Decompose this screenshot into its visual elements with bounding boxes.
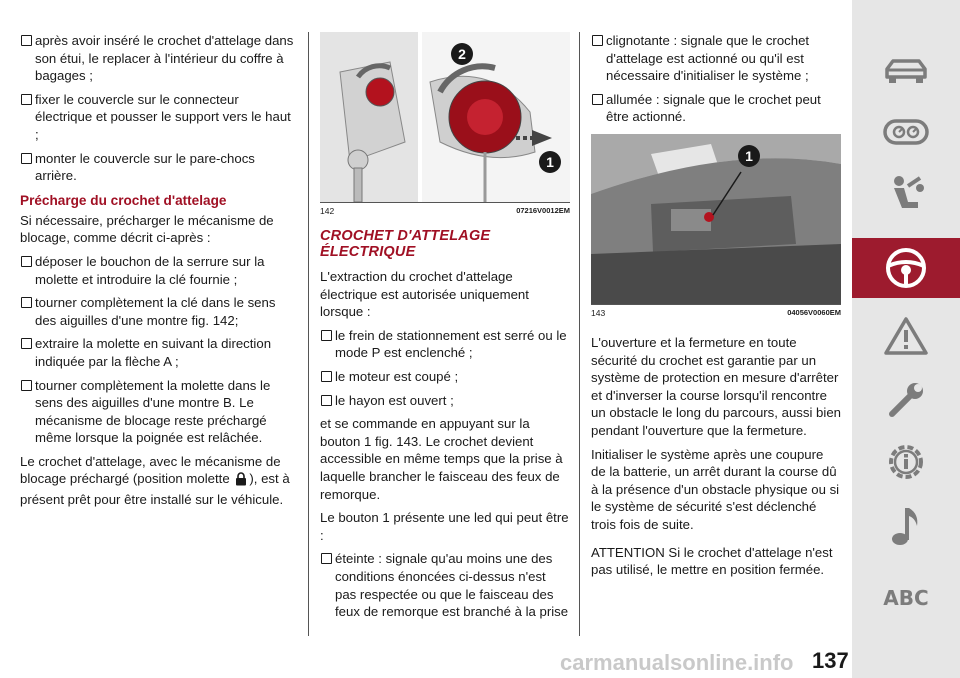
bullet-item: le hayon est ouvert ; [320,392,570,410]
chapter-sidebar [852,0,960,678]
figure-code: 04056V0060EM [787,307,841,317]
sidebar-item-start-driving[interactable] [852,238,960,298]
bullet-item: tourner complètement la molette dans le sens des aiguilles d'une montre B. Le mécanisme de blocage reste préchargé même lorsque la poignée est relâchée. [20,377,298,447]
paragraph: Le bouton 1 présente une led qui peut être : [320,510,569,543]
bullet-item: tourner complètement la clé dans le sens des aiguilles d'une montre fig. 142; [20,294,298,329]
sidebar-item-index[interactable] [852,568,960,628]
column-2 [320,32,570,627]
page-number: 137 [812,648,849,673]
bullet-item: le moteur est coupé ; [320,368,570,386]
steering-wheel-icon [884,246,928,290]
dashboard-gauges-icon [883,119,929,145]
sidebar-item-dashboard[interactable] [852,102,960,162]
bullet-item: le frein de stationnement est serré ou le mode P est enclenché ; [320,327,570,362]
figure-142-illustration [320,32,570,202]
figure-142-callout-1-label: 1 [546,154,554,170]
gear-info-icon [884,440,928,484]
figure-143-callout-1-label: 1 [745,147,753,164]
sidebar-item-emergency[interactable] [852,370,960,430]
column-divider [579,32,580,636]
figure-143-illustration [591,134,841,304]
figure-142-caption [320,202,570,216]
paragraph: L'extraction du crochet d'attelage électrique est autorisée uniquement lorsque : [320,269,529,320]
bullet-item: déposer le bouchon de la serrure sur la molette et introduire la clé fournie ; [20,253,298,288]
sidebar-item-warnings[interactable] [852,306,960,366]
column-divider [308,32,309,636]
sidebar-item-car[interactable] [852,40,960,100]
sidebar-item-maintenance[interactable] [852,432,960,492]
car-icon [883,55,929,85]
closing-paragraph [20,453,298,509]
figure-142-callout-2-label: 2 [458,46,466,62]
music-note-icon [889,504,923,548]
bullet-item: extraire la molette en suivant la direction indiquée par la flèche A ; [20,335,298,370]
bullet-item: après avoir inséré le crochet d'attelage dans son étui, le replacer à l'intérieur du coffre à bagages ; [20,32,298,85]
figure-number: 142 [320,206,335,216]
attention-paragraph: ATTENTION Si le crochet d'attelage n'est pas utilisé, le mettre en position fermée. [591,544,833,578]
column-3 [591,32,841,585]
watermark: carmanualsonline.info [560,650,794,675]
bullet-item: fixer le couvercle sur le connecteur électrique et pousser le support vers le haut ; [20,91,298,144]
bullet-item: allumée : signale que le crochet peut être actionné. [591,91,841,126]
bullet-item: monter le couvercle sur le pare-chocs arrière. [20,150,298,185]
figure-number: 143 [591,307,606,318]
seat-safety-icon [886,174,926,214]
closing-text-b: ), est à présent prêt pour être installé sur le véhicule. [20,471,290,508]
paragraph: Initialiser le système après une coupure de la batterie, un arrêt durant la course dû à la présence d'un obstacle physique ou si le système de sécurité s'est déclenché trois fois de suite. [591,446,840,532]
lock-icon [235,472,247,491]
closing-text-a: Le crochet d'attelage, avec le mécanisme de blocage préchargé (position molette [20,453,281,487]
section-heading-precharge: Précharge du crochet d'attelage [20,192,227,208]
paragraph: et se commande en appuyant sur la bouton 1 fig. 143. Le crochet devient accessible en même temps que la prise à laquelle brancher le faisceau des feux de remorque. [320,416,563,502]
column-1 [20,32,298,515]
wrench-icon [886,380,926,420]
abc-index-label: ABC [883,586,929,610]
figure-code: 07216V0012EM [516,206,570,215]
sidebar-item-safety[interactable] [852,164,960,224]
intro-paragraph: Si nécessaire, précharger le mécanisme de blocage, comme décrit ci-après : [20,212,274,246]
bullet-item: clignotante : signale que le crochet d'attelage est actionné ou qu'il est nécessaire d'initialiser le système ; [591,32,841,85]
section-heading-electric-hitch: CROCHET D'ATTELAGE ÉLECTRIQUE [320,228,491,260]
bullet-item: éteinte : signale qu'au moins une des conditions énoncées ci-dessus n'est pas respectée ou que le faisceau des feux de remorque est branché à la prise [320,550,570,620]
figure-142 [320,32,570,202]
figure-143-caption [591,304,841,318]
paragraph: L'ouverture et la fermeture en toute sécurité du crochet est garantie par un système de protection en mesure d'arrêter et d'inverser la course lorsqu'il rencontre un obstacle le long du parcours, aussi bien pendant l'ouverture que la fermeture. [591,334,841,438]
figure-143 [591,134,841,304]
warning-triangle-icon [884,316,928,356]
sidebar-item-multimedia[interactable] [852,496,960,556]
